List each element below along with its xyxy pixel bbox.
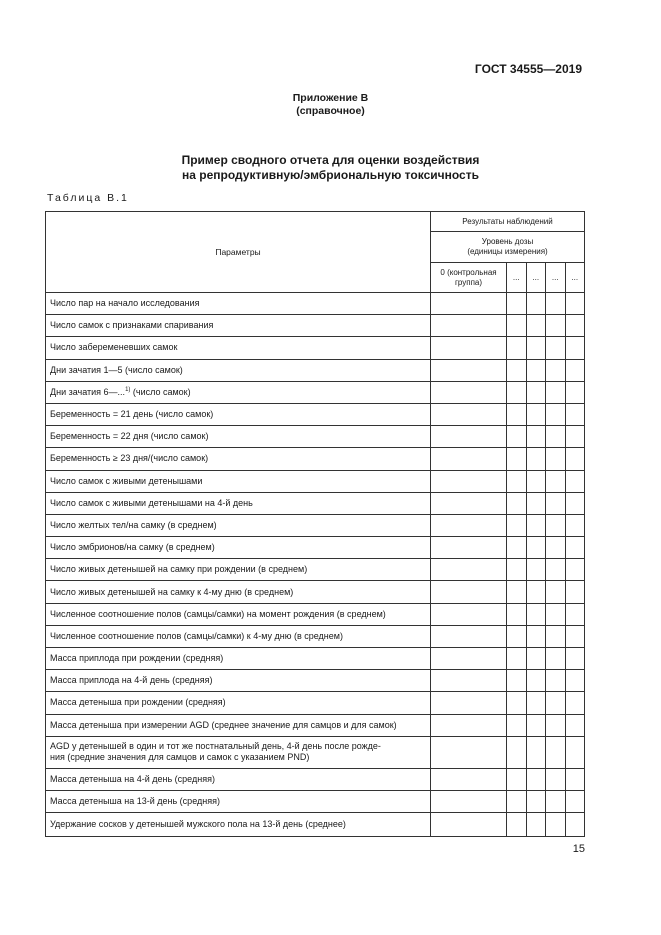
conception-text: Дни зачатия 6—... — [50, 386, 126, 397]
row-label: Число желтых тел/на самку (в среднем) — [46, 514, 431, 536]
table-row — [46, 768, 585, 790]
table-row — [46, 492, 585, 514]
dose-col-4: ... — [565, 263, 585, 293]
table-row — [46, 648, 585, 670]
table-row — [46, 581, 585, 603]
row-label: Масса детеныша на 4-й день (средняя) — [46, 768, 431, 790]
row-label: Беременность ≥ 23 дня/(число самок) — [46, 448, 431, 470]
conception-suffix: (число самок) — [130, 386, 191, 397]
table-row — [46, 625, 585, 647]
dose-col-3: ... — [546, 263, 566, 293]
row-label: Число самок с признаками спаривания — [46, 315, 431, 337]
row-label: Масса детеныша при рождении (средняя) — [46, 692, 431, 714]
table-row — [46, 714, 585, 736]
table-row — [46, 359, 585, 381]
row-label: Масса приплода при рождении (средняя) — [46, 648, 431, 670]
table-row — [46, 403, 585, 425]
row-label: Масса детеныша на 13-й день (средняя) — [46, 790, 431, 812]
row-label-conception-6 — [46, 381, 431, 403]
table-row — [46, 537, 585, 559]
table-row — [46, 736, 585, 768]
agd-line-2: ния (средние значения для самцов и самок с указанием PND) — [50, 752, 310, 763]
table-row — [46, 381, 585, 403]
row-label: Численное соотношение полов (самцы/самки) на момент рождения (в среднем) — [46, 603, 431, 625]
page-number: 15 — [572, 843, 585, 855]
annex-heading — [0, 92, 661, 118]
row-label: Масса приплода на 4-й день (средняя) — [46, 670, 431, 692]
table-row — [46, 670, 585, 692]
table-row — [46, 692, 585, 714]
table-row — [46, 559, 585, 581]
table-row — [46, 315, 585, 337]
table-row — [46, 813, 585, 837]
title-line-2: на репродуктивную/эмбриональную токсичность — [182, 168, 479, 182]
row-label: Удержание сосков у детенышей мужского пола на 13-й день (среднее) — [46, 813, 431, 837]
dose-header — [431, 232, 585, 263]
summary-table — [45, 211, 585, 837]
footnote-ref: 1) — [125, 386, 131, 393]
row-label: Беременность = 22 дня (число самок) — [46, 426, 431, 448]
table-row — [46, 790, 585, 812]
annex-note: (справочное) — [296, 105, 365, 117]
agd-line-1: AGD у детенышей в один и тот же постнатальный день, 4-й день после рожде- — [50, 741, 381, 752]
table-row — [46, 448, 585, 470]
row-label: Число пар на начало исследования — [46, 293, 431, 315]
dose-col-1: ... — [507, 263, 527, 293]
document-title — [0, 153, 661, 183]
row-label-agd — [46, 736, 431, 768]
row-label: Беременность = 21 день (число самок) — [46, 403, 431, 425]
row-label: Число живых детенышей на самку к 4-му дню (в среднем) — [46, 581, 431, 603]
results-header: Результаты наблюдений — [431, 212, 585, 232]
table-row — [46, 514, 585, 536]
row-label: Численное соотношение полов (самцы/самки) к 4-му дню (в среднем) — [46, 625, 431, 647]
row-label: Число забеременевших самок — [46, 337, 431, 359]
table-row — [46, 293, 585, 315]
row-label: Число самок с живыми детенышами на 4-й день — [46, 492, 431, 514]
title-line-1: Пример сводного отчета для оценки воздействия — [181, 153, 480, 167]
row-label: Число эмбрионов/на самку (в среднем) — [46, 537, 431, 559]
row-label: Число самок с живыми детенышами — [46, 470, 431, 492]
table-row — [46, 603, 585, 625]
table-row — [46, 337, 585, 359]
dose-header-line-2: (единицы измерения) — [467, 247, 548, 256]
row-label: Дни зачатия 1—5 (число самок) — [46, 359, 431, 381]
dose-col-2: ... — [526, 263, 546, 293]
dose-header-line-1: Уровень дозы — [481, 237, 534, 246]
table-row — [46, 470, 585, 492]
control-line-2: группа) — [454, 277, 483, 287]
standard-number: ГОСТ 34555—2019 — [474, 62, 582, 76]
control-group-header — [431, 263, 507, 293]
param-header: Параметры — [46, 212, 431, 293]
annex-title: Приложение В — [292, 92, 369, 104]
row-label: Число живых детенышей на самку при рождении (в среднем) — [46, 559, 431, 581]
row-label: Масса детеныша при измерении AGD (среднее значение для самцов и для самок) — [46, 714, 431, 736]
table-row — [46, 426, 585, 448]
control-line-1: 0 (контрольная — [440, 267, 497, 277]
table-label: Таблица В.1 — [47, 192, 129, 204]
